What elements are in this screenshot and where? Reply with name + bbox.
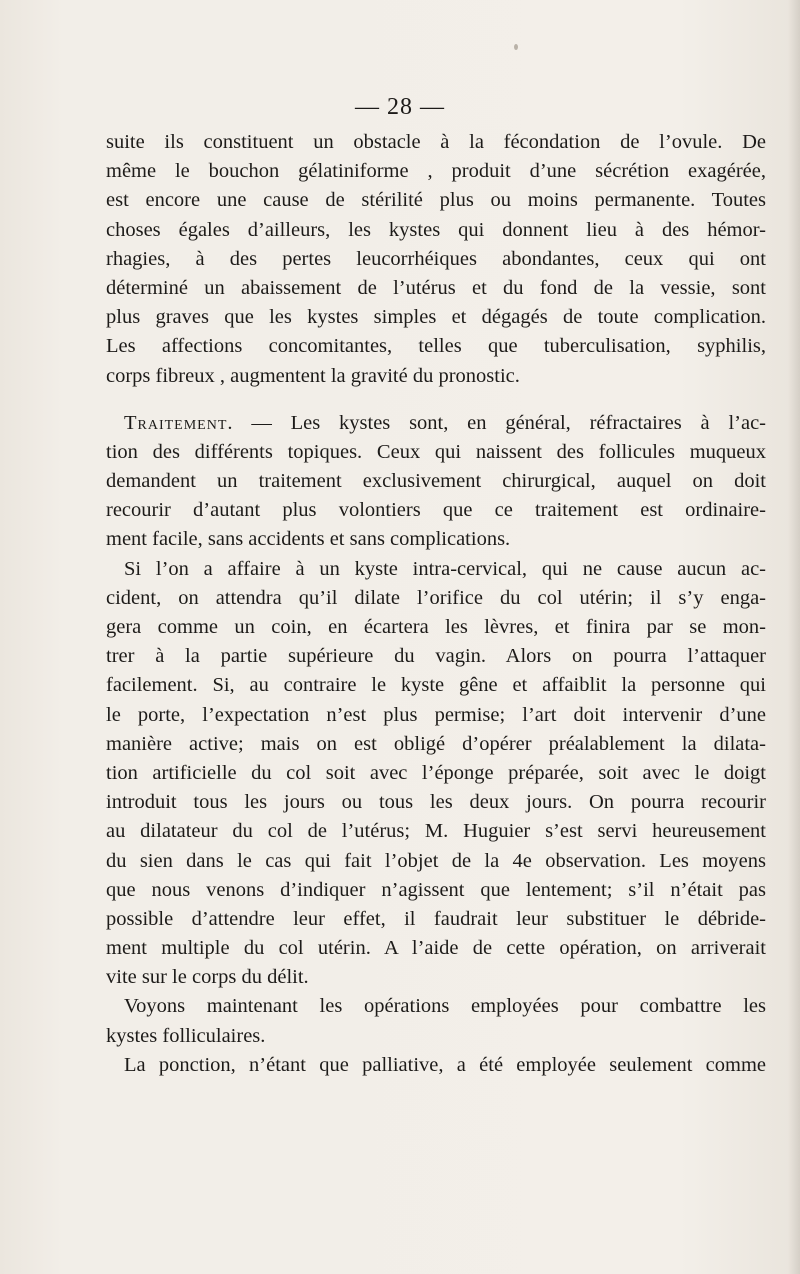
- heading-line-text: . — Les kystes sont, en général, réfractaires à l’ac-: [227, 411, 766, 434]
- text-line: demandent un traitement exclusivement chirurgical, auquel on doit: [106, 470, 766, 493]
- paragraph-gap: [106, 391, 766, 409]
- text-line: au dilatateur du col de l’utérus; M. Huguier s’est servi heureusement: [106, 820, 766, 843]
- text-line: ment facile, sans accidents et sans complications.: [106, 528, 511, 551]
- section-heading: Traitement: [124, 411, 228, 434]
- text-line: cident, on attendra qu’il dilate l’orifice du col utérin; il s’y enga-: [106, 586, 766, 609]
- text-line: choses égales d’ailleurs, les kystes qui donnent lieu à des hémor-: [106, 218, 766, 241]
- text-line: vite sur le corps du délit.: [106, 966, 309, 989]
- text-line: facilement. Si, au contraire le kyste gêne et affaiblit la personne qui: [106, 674, 766, 697]
- text-line: Voyons maintenant les opérations employées pour combattre les: [124, 995, 766, 1018]
- text-line: Si l’on a affaire à un kyste intra-cervical, qui ne cause aucun ac-: [124, 557, 766, 580]
- text-line: gera comme un coin, en écartera les lèvres, et finira par se mon-: [106, 616, 766, 638]
- text-line: tion artificielle du col soit avec l’éponge préparée, soit avec le doigt: [106, 761, 766, 784]
- body-text: [106, 128, 766, 1080]
- text-line: tion des différents topiques. Ceux qui naissent des follicules muqueux: [106, 440, 766, 463]
- page-number: — 28 —: [355, 94, 445, 120]
- text-line: est encore une cause de stérilité plus ou moins permanente. Toutes: [106, 189, 766, 212]
- text-line: kystes folliculaires.: [106, 1024, 266, 1047]
- text-line: corps fibreux , augmentent la gravité du pronostic.: [106, 364, 520, 387]
- heading-line: [106, 409, 766, 438]
- paper-speck: [514, 44, 518, 50]
- text-line: La ponction, n’étant que palliative, a été employée seulement comme: [124, 1053, 766, 1076]
- text-line: manière active; mais on est obligé d’opérer préalablement la dilata-: [106, 732, 766, 755]
- text-line: que nous venons d’indiquer n’agissent que lentement; s’il n’était pas: [106, 878, 766, 901]
- text-line: ment multiple du col utérin. A l’aide de cette opération, on arriverait: [106, 937, 766, 960]
- text-line: du sien dans le cas qui fait l’objet de la 4e observation. Les moyens: [106, 849, 766, 872]
- text-line: possible d’attendre leur effet, il faudrait leur substituer le débride-: [106, 907, 766, 930]
- text-line: introduit tous les jours ou tous les deux jours. On pourra recourir: [106, 791, 766, 814]
- text-line: suite ils constituent un obstacle à la fécondation de l’ovule. De: [106, 131, 766, 153]
- text-line: recourir d’autant plus volontiers que ce traitement est ordinaire-: [106, 499, 766, 522]
- text-line: plus graves que les kystes simples et dégagés de toute complication.: [106, 306, 766, 329]
- text-line: rhagies, à des pertes leucorrhéiques abondantes, ceux qui ont: [106, 247, 766, 270]
- text-line: trer à la partie supérieure du vagin. Alors on pourra l’attaquer: [106, 645, 766, 668]
- page-edge-shadow: [788, 0, 800, 1274]
- text-line: le porte, l’expectation n’est plus permise; l’art doit intervenir d’une: [106, 703, 766, 726]
- text-line: déterminé un abaissement de l’utérus et du fond de la vessie, sont: [106, 276, 766, 299]
- text-line: Les affections concomitantes, telles que tuberculisation, syphilis,: [106, 335, 766, 358]
- text-line: même le bouchon gélatiniforme , produit d’une sécrétion exagérée,: [106, 160, 766, 183]
